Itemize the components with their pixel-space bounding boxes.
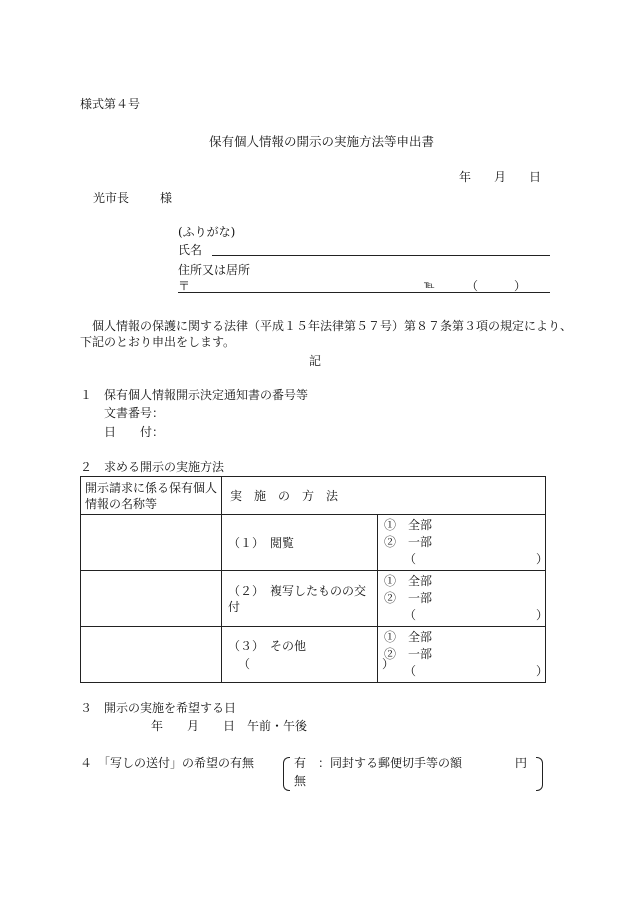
doc-number-label: 文書番号： (104, 406, 165, 420)
table-row (81, 571, 546, 627)
option-part[interactable]: ② 一部 (384, 535, 433, 549)
option-cell[interactable] (378, 571, 549, 627)
method-label: （１） 閲覧 (228, 535, 295, 550)
mail-yes-line[interactable]: 有 ：同封する郵便切手等の額 (294, 756, 463, 770)
section2-heading: ２ 求める開示の実施方法 (80, 460, 225, 474)
col-header-name-line2: 情報の名称等 (85, 496, 158, 511)
section3-heading: ３ 開示の実施を希望する日 (80, 701, 237, 715)
option-part[interactable]: ② 一部 (384, 647, 433, 661)
option-part-detail: （ ） (404, 552, 549, 566)
section4-heading: ４ 「写しの送付」の希望の有無 (80, 756, 255, 770)
postal-mark: 〒 (178, 279, 191, 293)
option-part[interactable]: ② 一部 (384, 591, 433, 605)
furigana-label: (ふりがな) (178, 225, 236, 239)
page-title: 保有個人情報の開示の実施方法等申出書 (209, 134, 435, 149)
table-header-row (81, 477, 546, 515)
option-all[interactable]: ① 全部 (384, 630, 433, 644)
intro-line-1: 個人情報の保護に関する法律（平成１５年法律第５７号）第８７条第３項の規定により、 (92, 319, 573, 333)
left-bracket (283, 757, 290, 791)
mail-no-line[interactable]: 無 (294, 774, 307, 788)
method-label: （２） 複写したものの交付 (228, 583, 367, 614)
yen-label: 円 (515, 756, 528, 770)
desired-date-line[interactable]: 年 月 日 午前・午後 (151, 719, 308, 733)
option-cell[interactable] (378, 515, 549, 571)
name-underline[interactable] (212, 255, 550, 256)
option-part-detail: （ ） (404, 608, 549, 622)
section1-heading: １ 保有個人情報開示決定通知書の番号等 (80, 388, 309, 402)
ki-mark: 記 (309, 354, 322, 368)
info-name-cell[interactable] (81, 571, 222, 627)
tel-mark: ℡ (424, 280, 435, 291)
name-label: 氏名 (178, 243, 203, 257)
method-label-cell (222, 571, 378, 627)
option-part-detail: （ ） (404, 664, 549, 678)
date-month: 月 (494, 170, 507, 184)
date-day: 日 (529, 170, 542, 184)
method-table (80, 476, 549, 683)
method-label-cell (222, 515, 378, 571)
address-label: 住所又は居所 (178, 263, 251, 277)
address-underline[interactable] (178, 292, 550, 293)
table-row (81, 627, 546, 683)
col-header-method: 実 施 の 方 法 (222, 477, 546, 515)
date-label: 日 付： (104, 425, 165, 439)
table-row (81, 515, 546, 571)
form-number: 様式第４号 (80, 97, 141, 111)
option-cell[interactable] (378, 627, 549, 683)
tel-parens: （ ） (466, 279, 527, 293)
method-label-cell (222, 627, 395, 683)
right-bracket (536, 757, 543, 791)
intro-line-2: 下記のとおり申出をします。 (80, 335, 236, 349)
col-header-name-line1: 開示請求に係る保有個人 (85, 480, 218, 495)
option-all[interactable]: ① 全部 (384, 574, 433, 588)
date-year: 年 (459, 170, 472, 184)
info-name-cell[interactable] (81, 515, 222, 571)
method-other-detail[interactable]: （ ） (238, 656, 395, 671)
info-name-cell[interactable] (81, 627, 222, 683)
addressee-suffix: 様 (160, 191, 173, 205)
option-all[interactable]: ① 全部 (384, 518, 433, 532)
addressee-name: 光市長 (93, 191, 130, 205)
method-label: （３） その他 (228, 638, 307, 653)
col-header-name (81, 477, 222, 515)
